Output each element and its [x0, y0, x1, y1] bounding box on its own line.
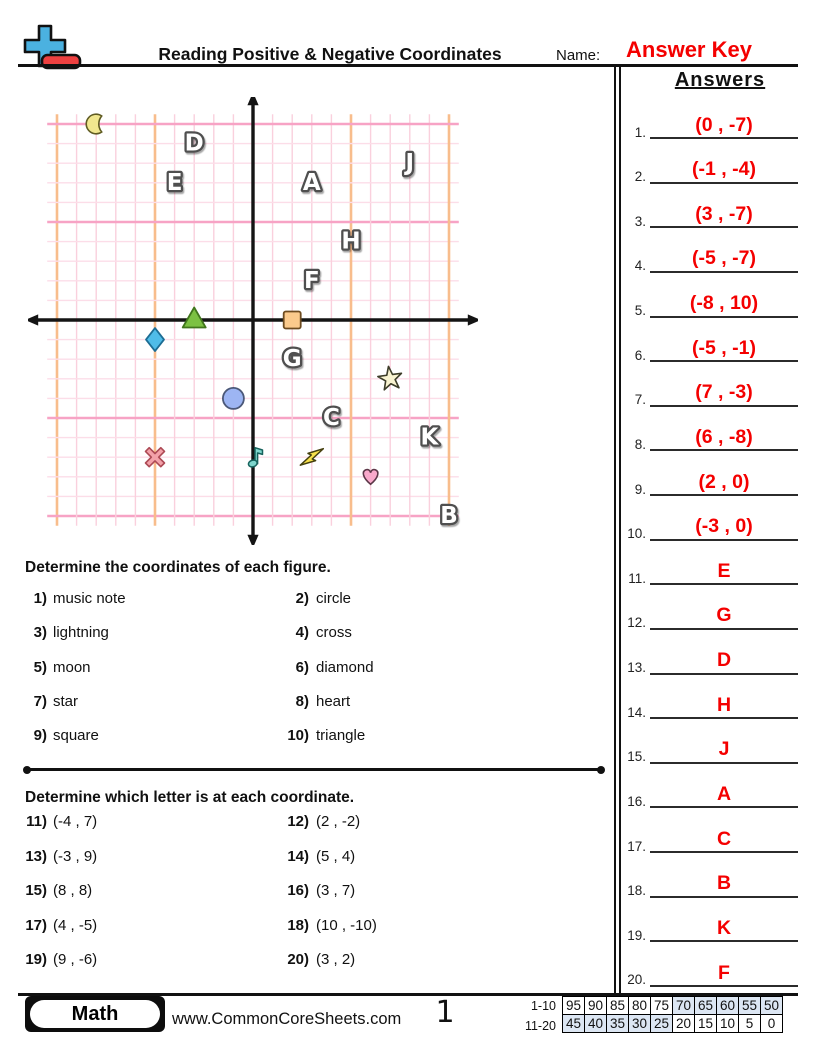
grade-cell: 10 — [717, 1015, 739, 1033]
question-text: (9 , -6) — [53, 951, 98, 968]
question-text: (-4 , 7) — [53, 813, 98, 830]
question-number: 11) — [26, 813, 47, 830]
answer-value: (-3 , 0) — [695, 515, 753, 538]
question-text: (5 , 4) — [316, 847, 356, 865]
grade-row-label-2: 11-20 — [524, 1019, 556, 1033]
grade-cell: 50 — [761, 997, 783, 1015]
grade-cell: 5 — [739, 1015, 761, 1033]
answer-value: (0 , -7) — [695, 113, 753, 136]
answer-value: G — [716, 604, 732, 627]
section1-heading: Determine the coordinates of each figure. — [25, 559, 331, 576]
divider-dot-right — [597, 766, 605, 774]
graph-letter-F: F — [303, 267, 320, 294]
grade-cell: 30 — [629, 1015, 651, 1033]
subject-label: Math — [30, 1000, 160, 1028]
question-row — [25, 590, 605, 610]
answer-row — [620, 774, 798, 808]
question-number: 16) — [287, 882, 309, 899]
question-number: 5) — [33, 658, 47, 676]
question-number: 18) — [287, 916, 309, 934]
answer-blank — [650, 293, 798, 317]
question-number: 3) — [33, 624, 47, 642]
question-row — [25, 882, 605, 902]
answer-number: 16. — [627, 793, 646, 809]
answer-blank — [650, 873, 798, 897]
question-number: 20) — [287, 951, 309, 968]
answer-value: H — [716, 693, 732, 716]
answer-row — [620, 462, 798, 496]
graph-shape-diamond — [146, 328, 164, 351]
grade-cell: 65 — [695, 997, 717, 1015]
answer-value: (-5 , -7) — [692, 247, 756, 270]
answer-row — [620, 194, 798, 228]
answers-separator-outer — [614, 64, 616, 995]
graph-shape-moon — [86, 114, 101, 134]
answer-blank — [650, 605, 798, 629]
question-row — [25, 693, 605, 713]
answer-blank — [650, 338, 798, 362]
answer-row — [620, 685, 798, 719]
question-number: 9) — [33, 727, 47, 745]
graph-shape-heart — [363, 470, 377, 485]
answer-key-label: Answer Key — [626, 37, 752, 62]
answer-value: E — [717, 559, 731, 582]
question-number: 10) — [287, 727, 309, 745]
grade-cell: 15 — [695, 1015, 717, 1033]
grade-cell: 35 — [607, 1015, 629, 1033]
question-row — [25, 917, 605, 937]
answer-row — [620, 641, 798, 675]
answer-blank — [650, 561, 798, 585]
answer-number: 4. — [634, 258, 646, 274]
section-divider — [25, 768, 603, 771]
answer-row — [620, 150, 798, 184]
grade-cell: 75 — [651, 997, 673, 1015]
answer-blank — [650, 204, 798, 228]
question-number: 19) — [25, 951, 47, 968]
grade-cell: 40 — [585, 1015, 607, 1033]
question-text: (3 , 7) — [316, 882, 356, 899]
answer-blank — [650, 918, 798, 942]
graph-letter-C: C — [322, 405, 340, 431]
graph-letter-E: E — [166, 169, 183, 196]
question-text: moon — [53, 658, 91, 676]
page-title: Reading Positive & Negative Coordinates — [158, 44, 502, 64]
graph-shape-circle — [223, 388, 244, 409]
question-row — [25, 727, 605, 747]
answer-blank — [650, 115, 798, 139]
grade-cell: 25 — [651, 1015, 673, 1033]
answer-value: K — [716, 916, 732, 939]
answer-row — [620, 908, 798, 942]
answer-row — [620, 328, 798, 362]
question-number: 4) — [295, 624, 309, 642]
answer-number: 2. — [634, 169, 646, 185]
question-text: square — [53, 727, 99, 745]
question-number: 17) — [25, 916, 47, 934]
graph-letter-H: H — [341, 228, 361, 255]
grade-cell: 95 — [563, 997, 585, 1015]
answer-value: (3 , -7) — [695, 202, 753, 225]
answer-number: 9. — [634, 481, 646, 497]
answer-value: A — [716, 782, 732, 805]
graph-letter-G: G — [282, 346, 302, 373]
answer-blank — [650, 739, 798, 763]
question-row — [25, 624, 605, 644]
question-row — [25, 951, 605, 971]
question-text: music note — [53, 590, 126, 607]
answer-number: 5. — [634, 303, 646, 319]
answer-blank — [650, 963, 798, 987]
answer-blank — [650, 159, 798, 183]
answer-number: 10. — [627, 526, 646, 542]
answer-row — [620, 551, 798, 585]
answer-number: 7. — [634, 392, 646, 408]
answer-number: 6. — [634, 347, 646, 363]
answer-blank — [650, 784, 798, 808]
section2-heading: Determine which letter is at each coordinate. — [25, 789, 355, 806]
graph-letter-J: J — [405, 150, 415, 177]
question-number: 1) — [33, 590, 47, 607]
question-number: 2) — [295, 590, 309, 607]
question-row — [25, 848, 605, 868]
question-text: diamond — [316, 658, 374, 676]
page-number: 1 — [435, 995, 455, 1030]
grade-cell: 0 — [761, 1015, 783, 1033]
graph-letter-K: K — [420, 424, 439, 451]
graph-letter-D: D — [184, 130, 204, 157]
answer-number: 15. — [627, 749, 646, 765]
answers-heading: Answers — [674, 69, 766, 91]
question-text: (3 , 2) — [316, 951, 356, 968]
question-number: 12) — [287, 813, 309, 830]
answer-number: 11. — [628, 570, 646, 586]
answer-blank — [650, 472, 798, 496]
answer-value: (2 , 0) — [698, 470, 750, 493]
coordinate-grid — [28, 97, 478, 545]
answer-number: 8. — [634, 436, 646, 452]
question-text: cross — [316, 624, 352, 642]
question-text: (4 , -5) — [53, 916, 98, 934]
answer-blank — [650, 516, 798, 540]
question-text: lightning — [53, 624, 109, 642]
answer-number: 14. — [627, 704, 646, 720]
answer-value: (6 , -8) — [695, 425, 753, 448]
answer-number: 13. — [627, 660, 646, 676]
answer-value: (7 , -3) — [695, 381, 753, 404]
answer-number: 12. — [627, 615, 646, 631]
grade-cell: 85 — [607, 997, 629, 1015]
answer-value: C — [716, 827, 732, 850]
answer-row — [620, 596, 798, 630]
answer-blank — [650, 695, 798, 719]
grade-cell: 80 — [629, 997, 651, 1015]
answer-number: 19. — [627, 927, 646, 943]
question-number: 8) — [295, 692, 309, 710]
question-text: (10 , -10) — [316, 916, 377, 934]
answer-number: 17. — [627, 838, 646, 854]
question-text: (-3 , 9) — [53, 847, 98, 865]
answer-row — [620, 819, 798, 853]
answer-row — [620, 507, 798, 541]
grade-cell: 60 — [717, 997, 739, 1015]
answer-blank — [650, 248, 798, 272]
answer-value: J — [718, 738, 730, 761]
question-number: 13) — [25, 847, 47, 865]
question-text: heart — [316, 692, 351, 710]
answer-row — [620, 953, 798, 987]
name-label: Name: — [556, 47, 601, 64]
answer-row — [620, 373, 798, 407]
question-row — [25, 659, 605, 679]
answer-blank — [650, 382, 798, 406]
answer-value: D — [716, 649, 732, 672]
plus-minus-logo — [22, 18, 86, 70]
question-text: (2 , -2) — [316, 813, 361, 830]
grade-row-label-1: 1-10 — [530, 999, 556, 1013]
question-text: triangle — [316, 727, 366, 745]
question-number: 7) — [33, 692, 47, 710]
answer-row — [620, 864, 798, 898]
answer-blank — [650, 427, 798, 451]
website-text: www.CommonCoreSheets.com — [172, 1010, 402, 1028]
answer-blank — [650, 829, 798, 853]
header-divider — [18, 64, 798, 67]
graph-letter-B: B — [440, 503, 458, 529]
graph-shape-square — [284, 312, 301, 329]
question-number: 14) — [287, 847, 309, 865]
graph-letter-A: A — [302, 169, 321, 196]
subject-badge — [25, 996, 165, 1032]
answer-blank — [650, 650, 798, 674]
answer-number: 20. — [627, 972, 646, 988]
grade-cell: 55 — [739, 997, 761, 1015]
answer-row — [620, 284, 798, 318]
answer-value: (-1 , -4) — [692, 158, 756, 181]
grade-cell: 20 — [673, 1015, 695, 1033]
answer-row — [620, 417, 798, 451]
answer-row — [620, 730, 798, 764]
grade-cell: 45 — [563, 1015, 585, 1033]
grade-cell: 70 — [673, 997, 695, 1015]
answer-number: 1. — [634, 124, 646, 140]
grade-cell: 90 — [585, 997, 607, 1015]
question-text: star — [53, 692, 79, 710]
answer-number: 18. — [627, 883, 646, 899]
answer-value: F — [718, 961, 730, 984]
graph-shape-triangle — [183, 308, 206, 328]
answer-value: (-8 , 10) — [689, 292, 759, 315]
answer-value: (-5 , -1) — [692, 336, 756, 359]
question-text: (8 , 8) — [53, 882, 93, 899]
answer-row — [620, 239, 798, 273]
question-number: 6) — [295, 658, 309, 676]
answer-number: 3. — [634, 213, 646, 229]
question-text: circle — [316, 590, 352, 607]
grade-table — [562, 996, 783, 1033]
divider-dot-left — [23, 766, 31, 774]
answer-value: B — [716, 872, 732, 895]
question-number: 15) — [25, 882, 47, 899]
question-row — [25, 813, 605, 833]
answer-row — [620, 105, 798, 139]
